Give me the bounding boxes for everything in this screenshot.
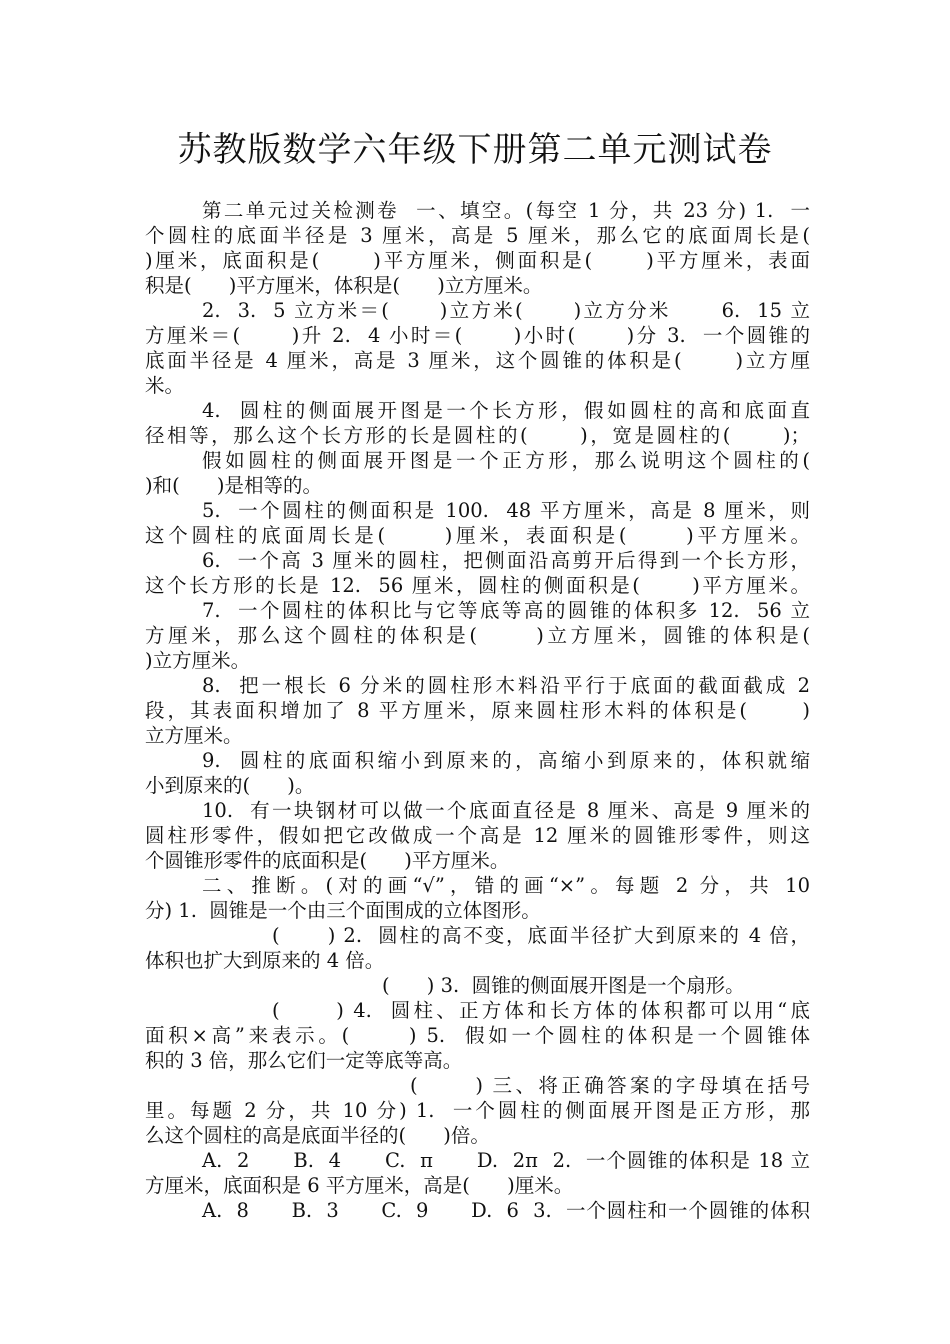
text-line: ( ) 三、将正确答案的字母填在括号: [410, 1074, 810, 1097]
text-line: A. 8 B. 3 C. 9 D. 6 3. 一个圆柱和一个圆锥的体积: [202, 1199, 810, 1222]
page-title: 苏教版数学六年级下册第二单元测试卷: [177, 130, 773, 170]
text-line: ( ) 3. 圆锥的侧面展开图是一个扇形。: [382, 974, 745, 997]
text-line: 这个圆柱的底面周长是( )厘米，表面积是( )平方厘米。: [145, 524, 810, 547]
text-line: 底面半径是 4 厘米，高是 3 厘米，这个圆锥的体积是( )立方厘: [145, 349, 810, 372]
text-line: 2. 3. 5 立方米＝( )立方米( )立方分米 6. 15 立: [202, 299, 810, 322]
text-line: 8. 把一根长 6 分米的圆柱形木料沿平行于底面的截面截成 2: [202, 674, 810, 697]
text-line: )和( )是相等的。: [145, 474, 323, 497]
text-line: 积的 3 倍，那么它们一定等底等高。: [145, 1049, 463, 1072]
text-line: 7. 一个圆柱的体积比与它等底等高的圆锥的体积多 12. 56 立: [202, 599, 810, 622]
text-line: 5. 一个圆柱的侧面积是 100. 48 平方厘米，高是 8 厘米，则: [202, 499, 810, 522]
document-body: [145, 198, 810, 1223]
text-line: 小到原来的( )。: [145, 774, 315, 797]
text-line: 方厘米，那么这个圆柱的体积是( )立方厘米，圆锥的体积是(: [145, 624, 810, 647]
text-line: 方厘米，底面积是 6 平方厘米，高是( )厘米。: [145, 1174, 574, 1197]
text-line: 圆柱形零件，假如把它改做成一个高是 12 厘米的圆锥形零件，则这: [145, 824, 810, 847]
text-line: 6. 一个高 3 厘米的圆柱，把侧面沿高剪开后得到一个长方形，: [202, 549, 810, 572]
text-line: 10. 有一块钢材可以做一个底面直径是 8 厘米、高是 9 厘米的: [202, 799, 810, 822]
text-line: 里。每题 2 分，共 10 分) 1. 一个圆柱的侧面展开图是正方形，那: [145, 1099, 810, 1122]
text-line: 径相等，那么这个长方形的长是圆柱的( )，宽是圆柱的( )；: [145, 424, 810, 447]
text-line: )立方厘米。: [145, 649, 251, 672]
text-line: 方厘米＝( )升 2. 4 小时＝( )小时( )分 3. 一个圆锥的: [145, 324, 810, 347]
text-line: 积是( )平方厘米，体积是( )立方厘米。: [145, 274, 543, 297]
text-line: 9. 圆柱的底面积缩小到原来的，高缩小到原来的，体积就缩: [202, 749, 810, 772]
text-line: 二、推断。(对的画“√”，错的画“×”。每题 2 分，共 10: [202, 874, 810, 897]
text-line: 假如圆柱的侧面展开图是一个正方形，那么说明这个圆柱的(: [202, 449, 810, 472]
text-line: 个圆锥形零件的底面积是( )平方厘米。: [145, 849, 510, 872]
text-line: 第二单元过关检测卷 一、填空。(每空 1 分，共 23 分) 1. 一: [202, 199, 810, 222]
text-line: 面积×高”来表示。( ) 5. 假如一个圆柱的体积是一个圆锥体: [145, 1024, 810, 1047]
text-line: 米。: [145, 374, 185, 397]
text-line: ( ) 2. 圆柱的高不变，底面半径扩大到原来的 4 倍，: [272, 924, 810, 947]
text-line: 个圆柱的底面半径是 3 厘米，高是 5 厘米，那么它的底面周长是(: [145, 224, 810, 247]
text-line: 段，其表面积增加了 8 平方厘米，原来圆柱形木料的体积是( ): [145, 699, 810, 722]
text-line: A. 2 B. 4 C. π D. 2π 2. 一个圆锥的体积是 18 立: [202, 1149, 810, 1172]
text-line: 立方厘米。: [145, 724, 243, 747]
text-line: 分) 1. 圆锥是一个由三个面围成的立体图形。: [145, 899, 541, 922]
text-line: 么这个圆柱的高是底面半径的( )倍。: [145, 1124, 490, 1147]
text-line: 体积也扩大到原来的 4 倍。: [145, 949, 385, 972]
text-line: 这个长方形的长是 12. 56 厘米，圆柱的侧面积是( )平方厘米。: [145, 574, 810, 597]
text-line: 4. 圆柱的侧面展开图是一个长方形，假如圆柱的高和底面直: [202, 399, 810, 422]
text-line: ( ) 4. 圆柱、正方体和长方体的体积都可以用“底: [272, 999, 810, 1022]
text-line: )厘米，底面积是( )平方厘米，侧面积是( )平方厘米，表面: [145, 249, 810, 272]
